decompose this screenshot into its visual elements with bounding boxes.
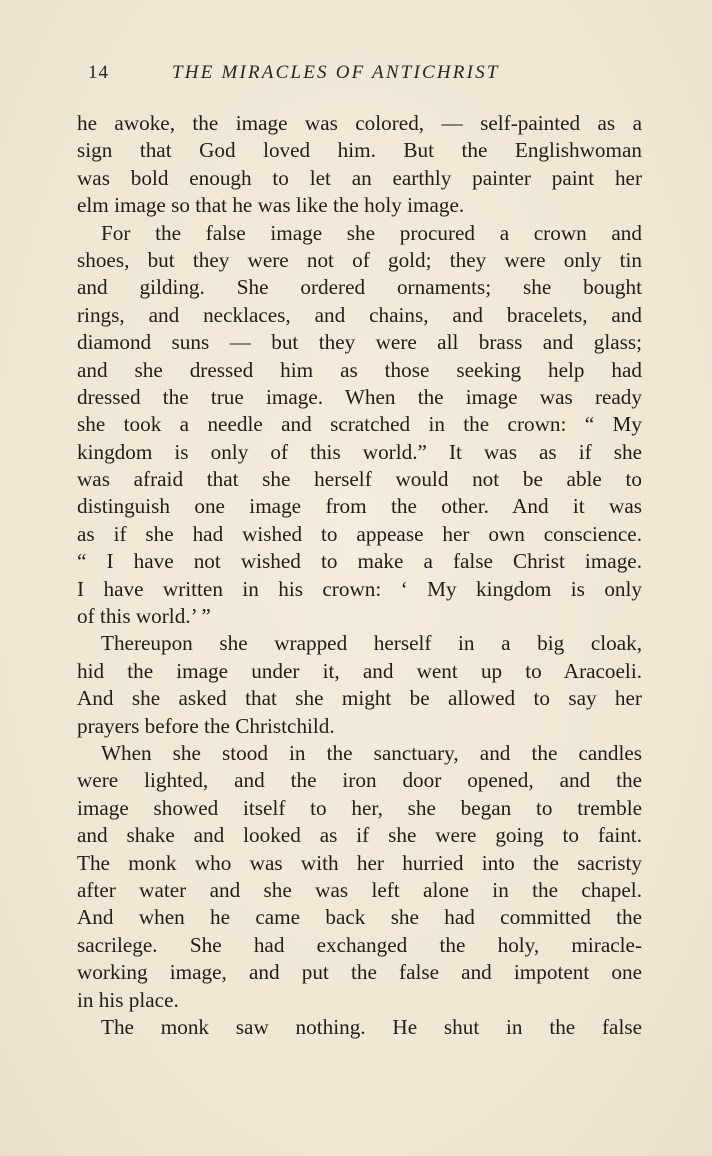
text-line: distinguish one image from the other. And it was (77, 494, 642, 519)
text-line: elm image so that he was like the holy image. (77, 193, 465, 218)
text-line: I have written in his crown: ‘ My kingdom is only (77, 576, 642, 601)
text-line: in his place. (77, 987, 179, 1012)
running-title: THE MIRACLES OF ANTICHRIST (172, 62, 500, 83)
text-line: And when he came back she had committed the (77, 905, 642, 930)
text-line: The monk who was with her hurried into the sacristy (77, 850, 642, 875)
text-line: sacrilege. She had exchanged the holy, miracle- (77, 932, 642, 957)
text-line: “ I have not wished to make a false Christ image. (77, 549, 642, 574)
page-header (82, 62, 642, 92)
text-line: and shake and looked as if she were going to faint. (77, 823, 642, 848)
text-line: and she dressed him as those seeking help had (77, 357, 642, 382)
text-line: sign that God loved him. But the Englishwoman (77, 138, 642, 163)
text-line: was bold enough to let an earthly painter paint her (77, 165, 642, 190)
text-line: prayers before the Christchild. (77, 713, 335, 738)
text-line: was afraid that she herself would not be able to (77, 467, 642, 492)
text-line: For the false image she procured a crown and (101, 220, 642, 245)
text-line: and gilding. She ordered ornaments; she bought (77, 275, 642, 300)
text-line: When she stood in the sanctuary, and the candles (101, 740, 642, 765)
text-line: hid the image under it, and went up to Aracoeli. (77, 658, 642, 683)
text-line: shoes, but they were not of gold; they were only tin (77, 247, 642, 272)
text-line: working image, and put the false and impotent one (77, 960, 642, 985)
text-line: Thereupon she wrapped herself in a big cloak, (101, 631, 642, 656)
text-line: dressed the true image. When the image was ready (77, 384, 642, 409)
text-line: rings, and necklaces, and chains, and bracelets, and (77, 302, 642, 327)
text-line: were lighted, and the iron door opened, and the (77, 768, 642, 793)
page-number: 14 (88, 62, 109, 83)
text-line: image showed itself to her, she began to tremble (77, 795, 642, 820)
body-text (77, 110, 642, 1041)
text-line: she took a needle and scratched in the crown: “ My (77, 412, 642, 437)
text-line: after water and she was left alone in the chapel. (77, 877, 642, 902)
text-line: he awoke, the image was colored, — self-painted as a (77, 111, 642, 135)
text-line: And she asked that she might be allowed to say her (77, 686, 642, 711)
text-line: The monk saw nothing. He shut in the false (101, 1014, 642, 1039)
text-line: of this world.’ ” (77, 604, 211, 629)
text-line: as if she had wished to appease her own conscience. (77, 521, 642, 546)
text-line: diamond suns — but they were all brass and glass; (77, 330, 642, 355)
text-line: kingdom is only of this world.” It was as if she (77, 439, 642, 464)
